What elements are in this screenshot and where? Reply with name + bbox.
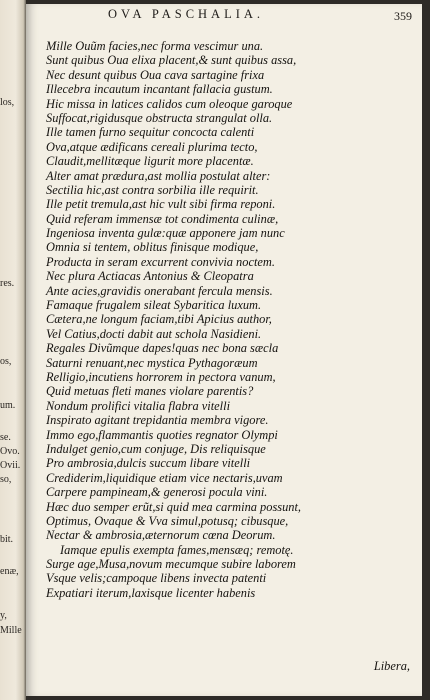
verse-line: Vsque velis;campoque libens invecta patenti [46, 571, 267, 586]
previous-page-text-fragment: um. [0, 400, 16, 411]
verse-line: Pro ambrosia,dulcis succum libare vitelli [46, 456, 251, 471]
previous-page-text-fragment: se. [0, 432, 11, 443]
verse-line: Relligio,incutiens horrorem in pectora vanum, [46, 369, 276, 384]
previous-page-text-fragment: Ovii. [0, 460, 21, 471]
previous-page-text-fragment: y, [0, 610, 7, 621]
verse-line: Mille Ouũm facies,nec forma vescimur una. [46, 39, 264, 53]
verse-line: Quid metuas fleti manes violare parentis? [46, 384, 254, 399]
verse-line: Cætera,ne longum faciam,tibi Apicius author, [46, 312, 272, 327]
book-page [26, 4, 422, 696]
verse-line: Hæc duo semper erũt,si quid mea carmina possunt, [46, 499, 302, 514]
verse-line: Hic missa in latices calidos cum oleoque garoque [46, 96, 293, 111]
verse-line: Ante acies,gravidis onerabant fercula mensis. [46, 283, 273, 298]
verse-line: Sectilia hic,ast contra sorbilia ille requirit. [46, 182, 259, 197]
verse-line: Saturni renuant,nec mystica Pythagoræum [46, 355, 258, 370]
verse-line: Ova,atque ædificans cereali plurima tecto, [46, 139, 258, 154]
previous-page-text-fragment: bit. [0, 534, 14, 545]
verse-line: Omnia si tentem, oblitus finisque modique, [46, 240, 259, 255]
verse-line: Surge age,Musa,novum mecumque subire laborem [46, 557, 296, 572]
verse-line: Crediderim,liquidique etiam vice nectaris,uvam [46, 470, 283, 485]
verse-line: Iamque epulis exempta fames,mensæq; remotę. [60, 542, 294, 557]
verse-line: Illecebra incautum incantant fallacia gustum. [46, 82, 273, 97]
previous-page-edge [0, 0, 26, 700]
verse-line: Nondum prolifici vitalia flabra vitelli [46, 398, 231, 413]
verse-line: Producta in seram excurrent convivia noctem. [46, 254, 275, 269]
running-head-title: OVA PASCHALIA. [108, 7, 265, 21]
verse-line: Famaque frugalem sileat Sybaritica luxum. [46, 298, 262, 313]
verse-line: Inspirato agitant trepidantia membra vigore. [46, 413, 269, 428]
verse-line: Expatiari iterum,laxisque licenter habenis [46, 585, 256, 600]
verse-line: Vel Catius,docti dabit aut schola Nasidieni. [46, 326, 262, 341]
previous-page-text-fragment: res. [0, 278, 15, 289]
previous-page-text-fragment: so, [0, 474, 12, 485]
verse-line: Immo ego,flammantis quoties regnator Olympi [46, 427, 278, 442]
verse-line: Quid referam immensæ tot condimenta culinæ, [46, 211, 279, 226]
verse-line: Alter amat prædura,ast mollia postulat alter: [46, 168, 271, 183]
verse-line: Regales Divũmque dapes!quas nec bona sæcla [46, 341, 279, 356]
verse-line: Nec desunt quibus Oua cava sartagine frixa [46, 67, 265, 82]
previous-page-text-fragment: los, [0, 97, 15, 108]
verse-line: Ille petit tremula,ast hic vult sibi firma reponi. [46, 197, 276, 212]
previous-page-text-fragment: Ovo. [0, 446, 20, 457]
verse-line: Nec plura Actiacas Antonius & Cleopatra [46, 269, 254, 284]
verse-line: Ille tamen furno sequitur concocta calenti [46, 125, 255, 140]
catchword: Libera, [373, 659, 410, 673]
previous-page-text-fragment: Mille [0, 625, 22, 636]
previous-page-text-fragment: os, [0, 356, 12, 367]
verse-line: Nectar & ambrosia,æternorum cœna Deorum. [46, 528, 276, 543]
verse-line: Claudit,mellitæque ligurit more placentæ. [46, 154, 254, 169]
previous-page-text-fragment: enæ, [0, 566, 19, 577]
verse-line: Carpere pampineam,& generosi pocula vini. [46, 485, 268, 500]
page-number: 359 [394, 9, 412, 23]
verse-line: Ingeniosa inventa gulæ:quæ apponere jam nunc [46, 226, 285, 241]
poem-text-block [46, 39, 416, 600]
verse-line: Sunt quibus Oua elixa placent,& sunt quibus assa, [46, 53, 297, 68]
verse-line: Optimus, Ovaque & Vva simul,potusq; cibusque, [46, 513, 289, 528]
verse-line: Indulget genio,cum conjuge, Dis reliquisque [46, 441, 266, 456]
verse-line: Suffocat,rigidusque obstructa strangulat olla. [46, 110, 273, 125]
